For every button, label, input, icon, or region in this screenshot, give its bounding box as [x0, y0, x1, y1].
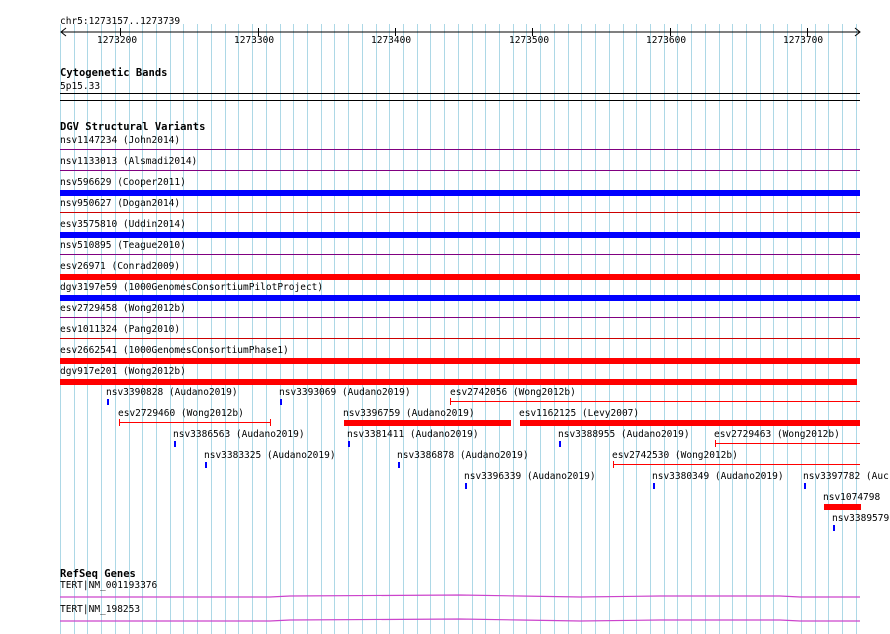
dgv-variant-label[interactable]: nsv3389579 [832, 513, 890, 524]
dgv-variant-feature[interactable] [280, 399, 282, 405]
tick-label: 1273300 [234, 35, 275, 46]
dgv-variant-label[interactable]: nsv3388955 (Audano2019) [558, 429, 690, 440]
gene-model[interactable] [60, 616, 860, 624]
dgv-variant-feature[interactable] [60, 379, 857, 385]
dgv-track-title[interactable]: DGV Structural Variants [60, 121, 206, 133]
dgv-variant-feature[interactable] [60, 170, 860, 171]
feature-end-cap [613, 461, 614, 468]
gene-label[interactable]: TERT|NM_198253 [60, 604, 141, 615]
dgv-variant-feature[interactable] [715, 443, 860, 444]
region-label: chr5:1273157..1273739 [60, 16, 181, 27]
dgv-variant-label[interactable]: esv2729460 (Wong2012b) [118, 408, 244, 419]
dgv-variant-label[interactable]: nsv3396759 (Audano2019) [343, 408, 475, 419]
dgv-variant-feature[interactable] [60, 232, 860, 238]
refseq-track-title[interactable]: RefSeq Genes [60, 568, 136, 580]
tick-label: 1273600 [646, 35, 687, 46]
dgv-variant-label[interactable]: nsv3386878 (Audano2019) [397, 450, 529, 461]
cytoband-line [60, 93, 860, 94]
dgv-variant-feature[interactable] [348, 441, 350, 447]
cytoband-label[interactable]: 5p15.33 [60, 81, 101, 92]
gene-label[interactable]: TERT|NM_001193376 [60, 580, 158, 591]
dgv-variant-label[interactable]: esv2662541 (1000GenomesConsortiumPhase1) [60, 345, 289, 356]
dgv-variant-feature[interactable] [60, 190, 860, 196]
dgv-variant-label[interactable]: esv2742056 (Wong2012b) [450, 387, 576, 398]
dgv-variant-label[interactable]: esv26971 (Conrad2009) [60, 261, 181, 272]
dgv-variant-feature[interactable] [559, 441, 561, 447]
gene-line [60, 595, 860, 597]
dgv-variant-label[interactable]: esv2729458 (Wong2012b) [60, 303, 186, 314]
dgv-variant-label[interactable]: nsv3397782 (Auc [803, 471, 889, 482]
dgv-variant-feature[interactable] [465, 483, 467, 489]
dgv-variant-label[interactable]: esv1011324 (Pang2010) [60, 324, 181, 335]
dgv-variant-feature[interactable] [613, 464, 860, 465]
dgv-variant-feature[interactable] [344, 420, 511, 426]
dgv-variant-feature[interactable] [174, 441, 176, 447]
dgv-variant-feature[interactable] [824, 504, 861, 510]
dgv-variant-label[interactable]: nsv3383325 (Audano2019) [204, 450, 336, 461]
dgv-variant-label[interactable]: nsv3381411 (Audano2019) [347, 429, 479, 440]
cytoband-line [60, 100, 860, 101]
dgv-variant-label[interactable]: nsv1147234 (John2014) [60, 135, 181, 146]
feature-end-cap [270, 419, 271, 426]
dgv-variant-feature[interactable] [119, 422, 271, 423]
dgv-variant-feature[interactable] [653, 483, 655, 489]
dgv-variant-label[interactable]: nsv1074798 [823, 492, 881, 503]
dgv-variant-feature[interactable] [60, 338, 860, 339]
dgv-variant-label[interactable]: nsv510895 (Teague2010) [60, 240, 186, 251]
dgv-variant-label[interactable]: nsv1133013 (Alsmadi2014) [60, 156, 198, 167]
dgv-variant-feature[interactable] [520, 420, 860, 426]
dgv-variant-feature[interactable] [60, 274, 860, 280]
dgv-variant-label[interactable]: dgv917e201 (Wong2012b) [60, 366, 186, 377]
dgv-variant-label[interactable]: esv3575810 (Uddin2014) [60, 219, 186, 230]
dgv-variant-label[interactable]: nsv950627 (Dogan2014) [60, 198, 181, 209]
dgv-variant-label[interactable]: nsv596629 (Cooper2011) [60, 177, 186, 188]
feature-end-cap [119, 419, 120, 426]
dgv-variant-feature[interactable] [804, 483, 806, 489]
feature-end-cap [715, 440, 716, 447]
dgv-variant-label[interactable]: nsv3393069 (Audano2019) [279, 387, 411, 398]
tick-label: 1273500 [509, 35, 550, 46]
tick-label: 1273700 [783, 35, 824, 46]
dgv-variant-label[interactable]: esv2729463 (Wong2012b) [714, 429, 840, 440]
gene-line [60, 619, 860, 621]
dgv-variant-feature[interactable] [60, 149, 860, 150]
dgv-variant-label[interactable]: dgv3197e59 (1000GenomesConsortiumPilotProject) [60, 282, 324, 293]
dgv-variant-feature[interactable] [60, 295, 860, 301]
dgv-variant-feature[interactable] [60, 212, 860, 213]
cytobands-track-title[interactable]: Cytogenetic Bands [60, 67, 168, 79]
dgv-variant-feature[interactable] [205, 462, 207, 468]
dgv-variant-feature[interactable] [60, 358, 860, 364]
dgv-variant-feature[interactable] [107, 399, 109, 405]
dgv-variant-feature[interactable] [60, 254, 860, 255]
dgv-variant-label[interactable]: nsv3396339 (Audano2019) [464, 471, 596, 482]
dgv-variant-feature[interactable] [450, 401, 860, 402]
dgv-variant-feature[interactable] [398, 462, 400, 468]
feature-end-cap [450, 398, 451, 405]
dgv-variant-label[interactable]: esv2742530 (Wong2012b) [612, 450, 738, 461]
tick-label: 1273400 [371, 35, 412, 46]
dgv-variant-feature[interactable] [60, 317, 860, 318]
dgv-variant-label[interactable]: nsv3390828 (Audano2019) [106, 387, 238, 398]
dgv-variant-label[interactable]: nsv3386563 (Audano2019) [173, 429, 305, 440]
dgv-variant-label[interactable]: esv1162125 (Levy2007) [519, 408, 640, 419]
tick-label: 1273200 [97, 35, 138, 46]
dgv-variant-feature[interactable] [833, 525, 835, 531]
gene-model[interactable] [60, 592, 860, 600]
dgv-variant-label[interactable]: nsv3380349 (Audano2019) [652, 471, 784, 482]
